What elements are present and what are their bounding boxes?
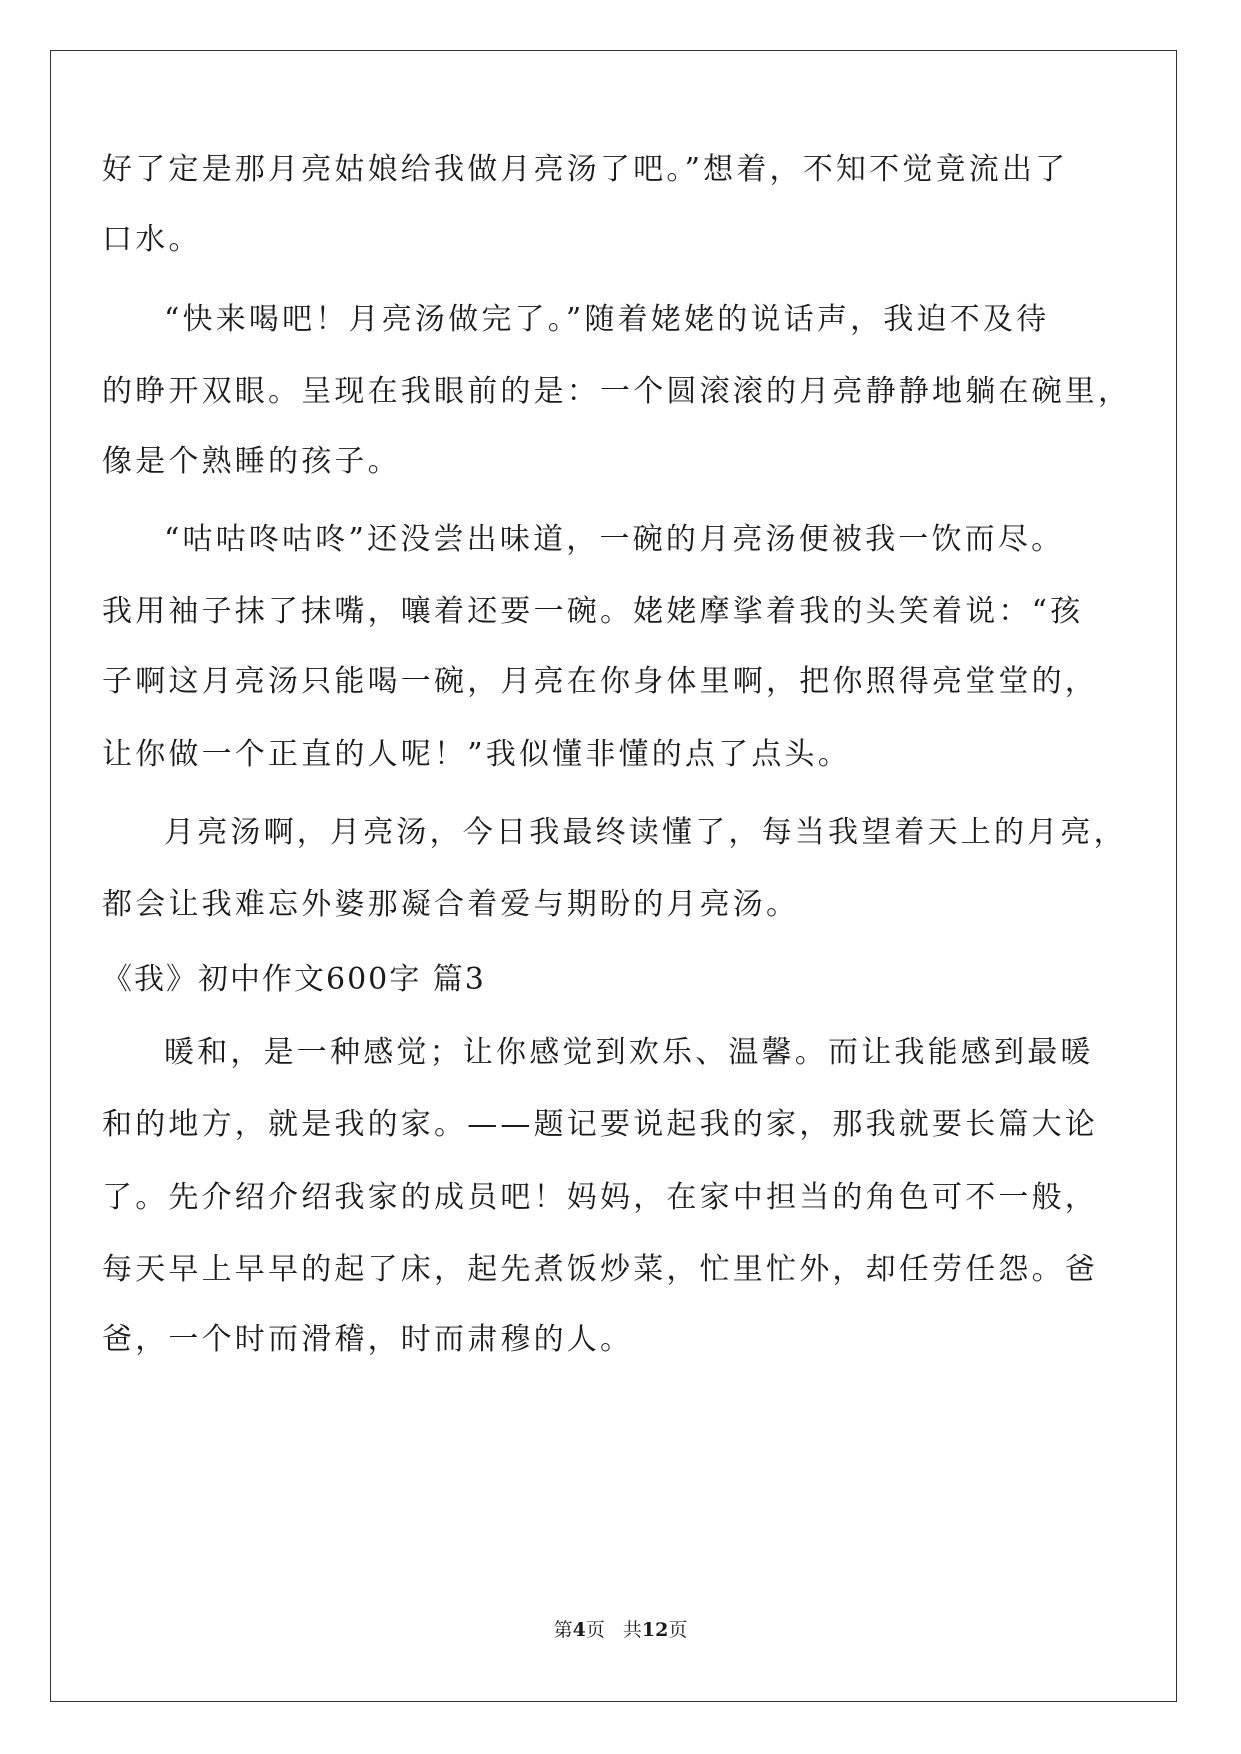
page-total: 12 — [641, 1619, 669, 1641]
body-line: 爸，一个时而滑稽，时而肃穆的人。 — [102, 1322, 634, 1357]
paragraph-first-line: “咕咕咚咕咚”还没尝出味道，一碗的月亮汤便被我一饮而尽。 — [164, 522, 1065, 557]
body-line: 我用袖子抹了抹嘴，嚷着还要一碗。姥姥摩挲着我的头笑着说：“孩 — [102, 594, 1084, 629]
total-suffix: 页 — [668, 1619, 688, 1641]
body-line: 像是个熟睡的孩子。 — [102, 444, 401, 479]
body-line: 子啊这月亮汤只能喝一碗，月亮在你身体里啊，把你照得亮堂堂的， — [102, 664, 1098, 699]
body-line: 的睁开双眼。呈现在我眼前的是：一个圆滚滚的月亮静静地躺在碗里， — [102, 374, 1132, 409]
body-line: 都会让我难忘外婆那凝合着爱与期盼的月亮汤。 — [102, 887, 800, 922]
body-line: 口水。 — [102, 222, 202, 257]
body-line: 好了定是那月亮姑娘给我做月亮汤了吧。”想着，不知不觉竟流出了 — [102, 152, 1069, 187]
paragraph-first-line: “快来喝吧！月亮汤做完了。”随着姥姥的说话声，我迫不及待 — [164, 302, 1050, 337]
page-prefix: 第 — [553, 1619, 573, 1641]
page-border — [50, 50, 1177, 1702]
page-footer — [0, 1618, 1241, 1642]
page-suffix: 页 — [585, 1619, 605, 1641]
body-line: 了。先介绍介绍我家的成员吧！妈妈，在家中担当的角色可不一般， — [102, 1180, 1098, 1215]
body-line: 和的地方，就是我的家。——题记要说起我的家，那我就要长篇大论 — [102, 1107, 1098, 1142]
paragraph-first-line: 暖和，是一种感觉；让你感觉到欢乐、温馨。而让我能感到最暖 — [164, 1035, 1094, 1070]
paragraph-first-line: 月亮汤啊，月亮汤，今日我最终读懂了，每当我望着天上的月亮， — [164, 815, 1127, 850]
page-current: 4 — [572, 1619, 586, 1641]
section-heading: 《我》初中作文600字 篇3 — [102, 962, 486, 997]
body-line: 每天早上早早的起了床，起先煮饭炒菜，忙里忙外，却任劳任怨。爸 — [102, 1252, 1098, 1287]
body-line: 让你做一个正直的人呢！”我似懂非懂的点了点头。 — [102, 737, 851, 772]
total-prefix: 共 — [622, 1619, 642, 1641]
